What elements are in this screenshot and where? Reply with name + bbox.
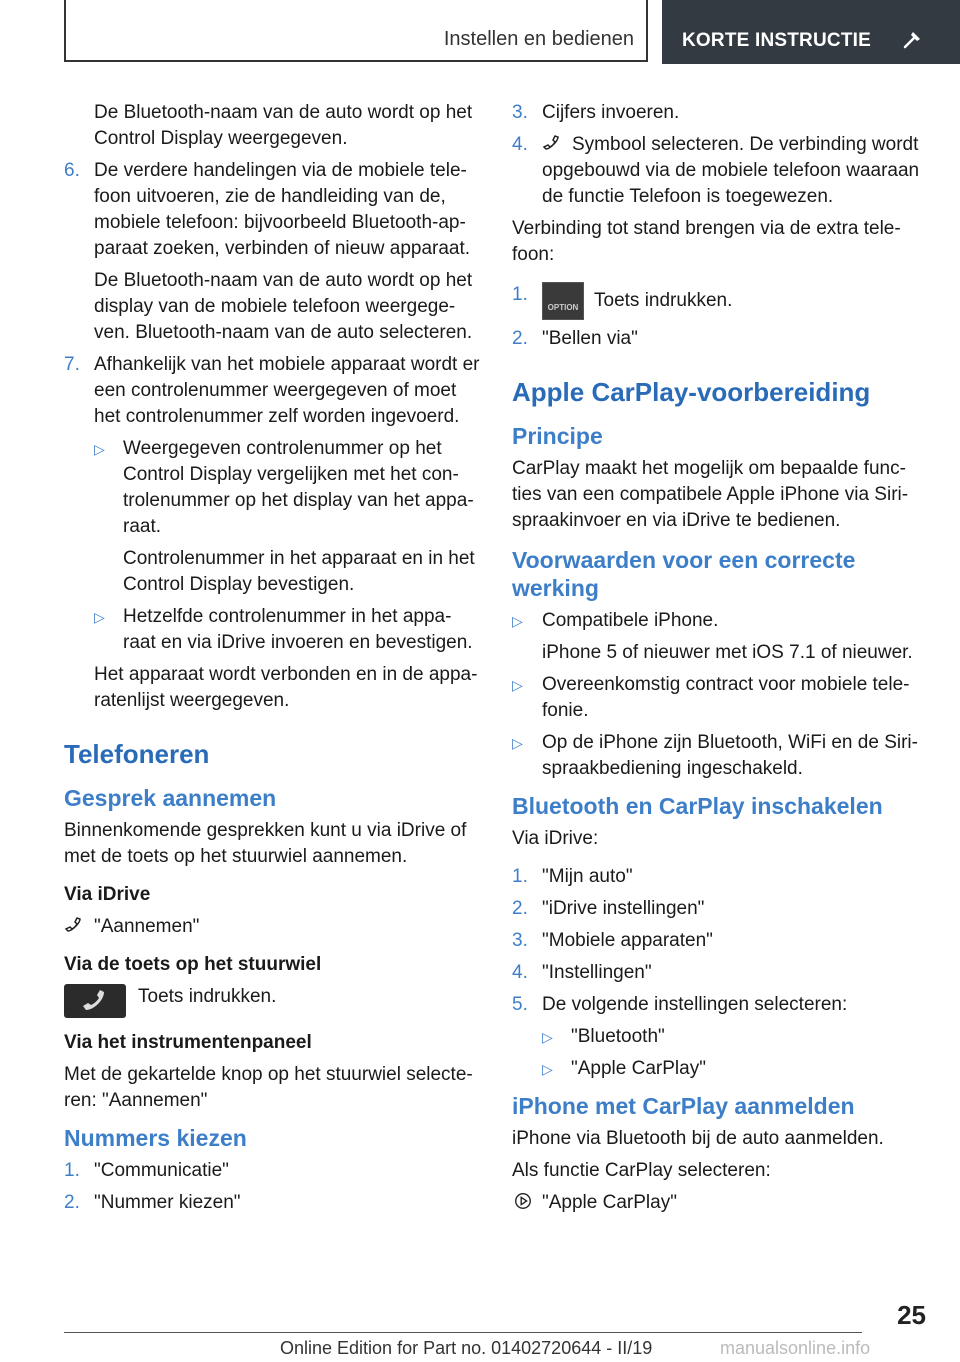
step-note: De Bluetooth-naam van de auto wordt op het display van de mobiele telefoon weergege-ven. Bluetooth-naam van de auto selecteren. [94, 270, 473, 343]
step-text: Cijfers invoeren. [542, 102, 680, 123]
triangle-bullet-icon: ▷ [542, 1061, 553, 1077]
left-column [64, 100, 484, 1222]
bullet-text: Compatibele iPhone. [542, 610, 719, 631]
bullet-text: Overeenkomstig contract voor mobiele tele-fonie. [542, 674, 910, 721]
step-item [64, 158, 484, 262]
step-text: "Nummer kiezen" [94, 1192, 241, 1213]
step-text: De verdere handelingen via de mobiele tele-foon uitvoeren, zie de handleiding van de, mobiele telefoon: bijvoorbeeld Bluetooth-ap-paraat zoeken, verbinden of nieuw apparaat. [94, 160, 471, 259]
paragraph: Via iDrive: [512, 828, 599, 849]
bullet-item [512, 730, 926, 782]
step-item [512, 282, 926, 320]
step-text: "iDrive instellingen" [542, 898, 705, 919]
paragraph: CarPlay maakt het mogelijk om bepaalde func-ties van een compatibele Apple iPhone via Siri-spraakinvoer en via iDrive te bedienen. [512, 458, 909, 531]
paragraph: Met de gekartelde knop op het stuurwiel selecte-ren: "Aannemen" [64, 1064, 473, 1111]
triangle-bullet-icon: ▷ [94, 441, 105, 457]
step-text: "Communicatie" [94, 1160, 229, 1181]
step-item [512, 992, 926, 1018]
option-button[interactable] [542, 282, 584, 320]
step-item [512, 132, 926, 210]
steering-phone-button[interactable] [64, 984, 126, 1018]
phone-icon [542, 133, 564, 153]
step-number: 5. [512, 994, 528, 1015]
page-number: 25 [897, 1300, 926, 1330]
menu-path [512, 1190, 926, 1216]
step-text: Symbool selecteren. De verbinding wordt opgebouwd via de mobiele telefoon waaraan de functie Telefoon is toegewezen. [542, 134, 920, 207]
step-number: 7. [64, 354, 80, 375]
step-number: 6. [64, 160, 80, 181]
bullet-item [512, 608, 926, 634]
step-text: "Bellen via" [542, 328, 638, 349]
heading-gesprek-aannemen: Gesprek aannemen [64, 785, 277, 811]
bullet-item [64, 436, 484, 540]
subheading-via-idrive: Via iDrive [64, 884, 151, 905]
step-item [512, 326, 926, 352]
paragraph: Binnenkomende gesprekken kunt u via iDrive of met de toets op het stuurwiel aannemen. [64, 820, 467, 867]
step-item [512, 960, 926, 986]
menu-path [64, 914, 484, 940]
bullet-note: Controlenummer in het apparaat en in het Control Display bevestigen. [123, 548, 475, 595]
step-text: Toets indrukken. [594, 290, 733, 312]
instruction-text: Toets indrukken. [138, 986, 277, 1007]
bullet-text: Op de iPhone zijn Bluetooth, WiFi en de Siri-spraakbediening ingeschakeld. [542, 732, 918, 779]
quick-reference-label: KORTE INSTRUCTIE [682, 30, 871, 51]
step-item [64, 352, 484, 430]
bullet-text: Weergegeven controlenummer op het Control Display vergelijken met het con-trolenummer op het display van het appa-raat. [123, 438, 474, 537]
paragraph: Het apparaat wordt verbonden en in de appa-ratenlijst weergegeven. [94, 664, 478, 711]
step-text: De volgende instellingen selecteren: [542, 994, 848, 1015]
step-number: 3. [512, 930, 528, 951]
step-text: "Instellingen" [542, 962, 652, 983]
heading-nummers-kiezen: Nummers kiezen [64, 1125, 247, 1151]
step-item [512, 864, 926, 890]
paragraph: Als functie CarPlay selecteren: [512, 1160, 771, 1181]
bullet-item [512, 1024, 926, 1050]
footer-divider [64, 1332, 862, 1333]
menu-label: "Apple CarPlay" [542, 1192, 677, 1213]
page-header [64, 0, 960, 64]
section-tab[interactable] [64, 0, 648, 62]
step-number: 1. [64, 1160, 80, 1181]
step-number: 4. [512, 134, 528, 155]
quick-reference-tab[interactable] [662, 0, 960, 64]
triangle-bullet-icon: ▷ [512, 735, 523, 751]
bullet-note: iPhone 5 of nieuwer met iOS 7.1 of nieuwer. [542, 642, 913, 663]
tool-icon [902, 28, 924, 50]
step-number: 2. [64, 1192, 80, 1213]
step-text: "Mobiele apparaten" [542, 930, 713, 951]
section-tab-label: Instellen en bedienen [443, 28, 634, 50]
step-item [512, 928, 926, 954]
paragraph: iPhone via Bluetooth bij de auto aanmelden. [512, 1128, 884, 1149]
option-button-label: OPTION [547, 303, 579, 312]
step-item [64, 1158, 484, 1184]
triangle-bullet-icon: ▷ [94, 609, 105, 625]
step-text: Afhankelijk van het mobiele apparaat wordt er een controlenummer weergegeven of moet het controlenummer zelf worden ingevoerd. [94, 354, 480, 427]
phone-icon [64, 915, 86, 935]
right-column [512, 100, 926, 1216]
toets-row [64, 984, 484, 1018]
bullet-item [64, 604, 484, 656]
paragraph: Verbinding tot stand brengen via de extra tele-foon: [512, 218, 901, 265]
step-item [512, 896, 926, 922]
step-number: 2. [512, 328, 528, 349]
heading-carplay: Apple CarPlay-voorbereiding [512, 377, 871, 407]
bullet-item [512, 1056, 926, 1082]
step-number: 4. [512, 962, 528, 983]
bullet-item [512, 672, 926, 724]
subheading-via-paneel: Via het instrumentenpaneel [64, 1032, 312, 1053]
heading-voorwaarden: Voorwaarden voor een correcte werking [512, 547, 856, 601]
heading-bluetooth: Bluetooth en CarPlay inschakelen [512, 793, 883, 819]
subheading-via-toets: Via de toets op het stuurwiel [64, 954, 322, 975]
step-item [64, 1190, 484, 1216]
step-text: "Mijn auto" [542, 866, 633, 887]
handset-icon [64, 984, 126, 1018]
step-number: 1. [512, 284, 528, 305]
bullet-text: Hetzelfde controlenummer in het appa-raat en via iDrive invoeren en bevestigen. [123, 606, 473, 653]
heading-principe: Principe [512, 423, 603, 449]
step-number: 1. [512, 866, 528, 887]
triangle-bullet-icon: ▷ [512, 677, 523, 693]
bullet-text: "Apple CarPlay" [571, 1058, 706, 1079]
watermark: manualsonline.info [720, 1338, 871, 1358]
heading-aanmelden: iPhone met CarPlay aanmelden [512, 1093, 855, 1119]
heading-telefoneren: Telefoneren [64, 739, 210, 769]
edition-text: Online Edition for Part no. 01402720644 - II/19 [280, 1338, 653, 1358]
bullet-text: "Bluetooth" [571, 1026, 665, 1047]
step-number: 3. [512, 102, 528, 123]
step-item [512, 100, 926, 126]
triangle-bullet-icon: ▷ [542, 1029, 553, 1045]
carplay-icon [512, 1191, 534, 1211]
paragraph: De Bluetooth-naam van de auto wordt op het Control Display weergegeven. [94, 102, 473, 149]
triangle-bullet-icon: ▷ [512, 613, 523, 629]
menu-label: "Aannemen" [94, 916, 200, 937]
step-number: 2. [512, 898, 528, 919]
